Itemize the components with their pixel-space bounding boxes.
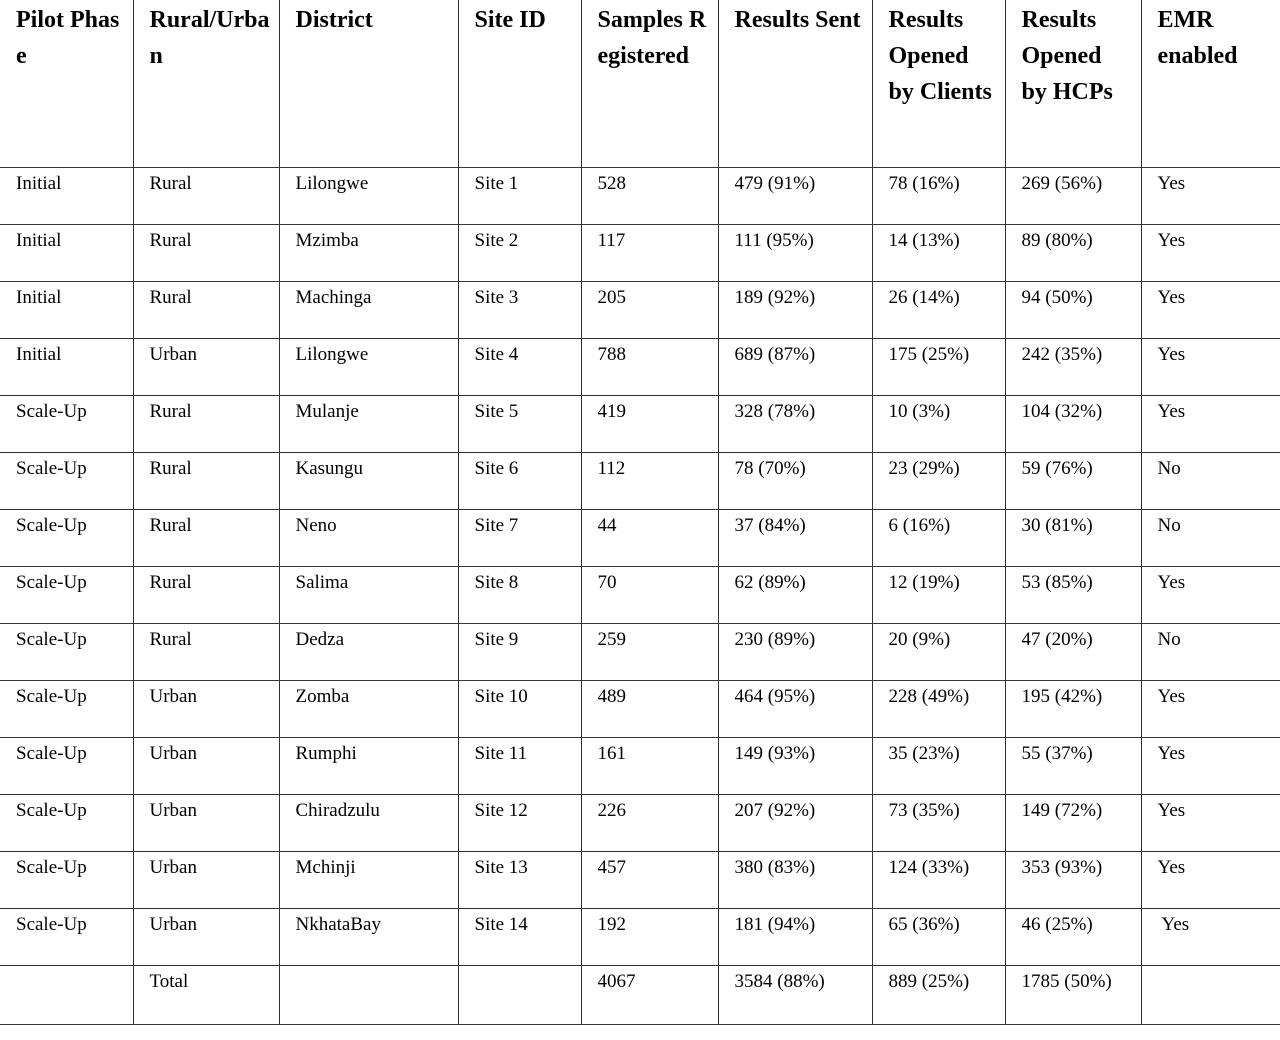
cell-rural-urban: Rural (133, 167, 279, 224)
cell-results-sent: 207 (92%) (718, 794, 872, 851)
cell-emr-enabled: No (1141, 452, 1280, 509)
cell-pilot-phase: Initial (0, 167, 133, 224)
cell-results-opened-clients: 78 (16%) (872, 167, 1005, 224)
cell-samples-registered: 419 (581, 395, 718, 452)
table-row (0, 851, 1280, 908)
cell-results-opened-clients: 6 (16%) (872, 509, 1005, 566)
cell-pilot-phase: Initial (0, 224, 133, 281)
cell-results-sent: 689 (87%) (718, 338, 872, 395)
cell-results-sent: 464 (95%) (718, 680, 872, 737)
cell-emr-enabled: Yes (1141, 281, 1280, 338)
cell-district: Zomba (279, 680, 458, 737)
cell-site-id: Site 8 (458, 566, 581, 623)
cell-samples-registered: 226 (581, 794, 718, 851)
table-row (0, 395, 1280, 452)
table-row (0, 338, 1280, 395)
cell-emr-enabled: Yes (1141, 908, 1280, 965)
cell-district: Neno (279, 509, 458, 566)
header-district: District (279, 0, 458, 167)
cell-results-opened-clients: 26 (14%) (872, 281, 1005, 338)
cell-results-sent: 230 (89%) (718, 623, 872, 680)
cell-results-sent: 111 (95%) (718, 224, 872, 281)
cell-rural-urban: Rural (133, 281, 279, 338)
cell-site-id: Site 5 (458, 395, 581, 452)
cell-district: Mulanje (279, 395, 458, 452)
cell-rural-urban: Rural (133, 224, 279, 281)
table-row (0, 737, 1280, 794)
cell-rural-urban: Urban (133, 338, 279, 395)
table-row (0, 509, 1280, 566)
cell-pilot-phase: Scale-Up (0, 737, 133, 794)
cell-site-id: Site 9 (458, 623, 581, 680)
cell-results-sent: 78 (70%) (718, 452, 872, 509)
cell-results-opened-hcps: 30 (81%) (1005, 509, 1141, 566)
cell-results-opened-clients: 228 (49%) (872, 680, 1005, 737)
cell-results-opened-hcps: 104 (32%) (1005, 395, 1141, 452)
cell-results-opened-clients: 10 (3%) (872, 395, 1005, 452)
cell-emr-enabled: Yes (1141, 338, 1280, 395)
total-cell-rural-urban: Total (133, 965, 279, 1024)
table-row (0, 281, 1280, 338)
cell-samples-registered: 112 (581, 452, 718, 509)
cell-pilot-phase: Scale-Up (0, 680, 133, 737)
cell-results-opened-hcps: 195 (42%) (1005, 680, 1141, 737)
cell-district: Lilongwe (279, 167, 458, 224)
cell-results-opened-hcps: 59 (76%) (1005, 452, 1141, 509)
table-body (0, 167, 1280, 1024)
cell-emr-enabled: Yes (1141, 851, 1280, 908)
cell-site-id: Site 13 (458, 851, 581, 908)
cell-results-opened-clients: 20 (9%) (872, 623, 1005, 680)
cell-results-opened-hcps: 269 (56%) (1005, 167, 1141, 224)
table-row (0, 794, 1280, 851)
table-row (0, 566, 1280, 623)
cell-rural-urban: Urban (133, 680, 279, 737)
cell-results-opened-hcps: 53 (85%) (1005, 566, 1141, 623)
table-row (0, 908, 1280, 965)
cell-results-opened-hcps: 55 (37%) (1005, 737, 1141, 794)
cell-results-sent: 181 (94%) (718, 908, 872, 965)
total-row (0, 965, 1280, 1024)
table-row (0, 224, 1280, 281)
cell-emr-enabled: Yes (1141, 737, 1280, 794)
cell-results-opened-hcps: 94 (50%) (1005, 281, 1141, 338)
cell-samples-registered: 528 (581, 167, 718, 224)
cell-results-sent: 328 (78%) (718, 395, 872, 452)
cell-rural-urban: Rural (133, 623, 279, 680)
cell-pilot-phase: Scale-Up (0, 908, 133, 965)
cell-emr-enabled: Yes (1141, 395, 1280, 452)
cell-samples-registered: 489 (581, 680, 718, 737)
total-cell-results-sent: 3584 (88%) (718, 965, 872, 1024)
header-pilot-phase: Pilot Phase (0, 0, 133, 167)
cell-results-opened-hcps: 47 (20%) (1005, 623, 1141, 680)
cell-samples-registered: 259 (581, 623, 718, 680)
cell-emr-enabled: Yes (1141, 794, 1280, 851)
cell-site-id: Site 10 (458, 680, 581, 737)
total-cell-district (279, 965, 458, 1024)
cell-district: Rumphi (279, 737, 458, 794)
cell-site-id: Site 11 (458, 737, 581, 794)
table-row (0, 452, 1280, 509)
cell-samples-registered: 44 (581, 509, 718, 566)
cell-emr-enabled: No (1141, 509, 1280, 566)
cell-results-opened-clients: 23 (29%) (872, 452, 1005, 509)
cell-rural-urban: Urban (133, 794, 279, 851)
cell-samples-registered: 161 (581, 737, 718, 794)
cell-samples-registered: 192 (581, 908, 718, 965)
cell-district: Dedza (279, 623, 458, 680)
cell-results-opened-hcps: 89 (80%) (1005, 224, 1141, 281)
cell-rural-urban: Urban (133, 908, 279, 965)
header-results-opened-hcps: Results Opened by HCPs (1005, 0, 1141, 167)
cell-pilot-phase: Scale-Up (0, 851, 133, 908)
cell-emr-enabled: Yes (1141, 167, 1280, 224)
cell-pilot-phase: Scale-Up (0, 794, 133, 851)
header-results-sent: Results Sent (718, 0, 872, 167)
header-emr-enabled: EMR enabled (1141, 0, 1280, 167)
header-row (0, 0, 1280, 167)
header-rural-urban: Rural/Urban (133, 0, 279, 167)
cell-site-id: Site 14 (458, 908, 581, 965)
cell-site-id: Site 7 (458, 509, 581, 566)
cell-results-sent: 479 (91%) (718, 167, 872, 224)
cell-results-sent: 37 (84%) (718, 509, 872, 566)
cell-emr-enabled: No (1141, 623, 1280, 680)
cell-samples-registered: 70 (581, 566, 718, 623)
cell-pilot-phase: Scale-Up (0, 509, 133, 566)
cell-district: Lilongwe (279, 338, 458, 395)
cell-pilot-phase: Scale-Up (0, 452, 133, 509)
cell-pilot-phase: Initial (0, 281, 133, 338)
cell-site-id: Site 6 (458, 452, 581, 509)
cell-district: NkhataBay (279, 908, 458, 965)
cell-pilot-phase: Scale-Up (0, 623, 133, 680)
total-cell-emr-enabled (1141, 965, 1280, 1024)
cell-site-id: Site 12 (458, 794, 581, 851)
cell-site-id: Site 3 (458, 281, 581, 338)
cell-results-sent: 189 (92%) (718, 281, 872, 338)
cell-samples-registered: 205 (581, 281, 718, 338)
cell-emr-enabled: Yes (1141, 224, 1280, 281)
cell-results-opened-clients: 124 (33%) (872, 851, 1005, 908)
cell-rural-urban: Urban (133, 851, 279, 908)
cell-results-opened-hcps: 46 (25%) (1005, 908, 1141, 965)
table-row (0, 680, 1280, 737)
cell-results-opened-hcps: 242 (35%) (1005, 338, 1141, 395)
cell-district: Kasungu (279, 452, 458, 509)
cell-pilot-phase: Scale-Up (0, 395, 133, 452)
table-row (0, 623, 1280, 680)
cell-results-opened-clients: 65 (36%) (872, 908, 1005, 965)
header-samples-registered: Samples Registered (581, 0, 718, 167)
cell-results-sent: 62 (89%) (718, 566, 872, 623)
cell-samples-registered: 788 (581, 338, 718, 395)
cell-results-sent: 380 (83%) (718, 851, 872, 908)
cell-results-sent: 149 (93%) (718, 737, 872, 794)
cell-results-opened-hcps: 149 (72%) (1005, 794, 1141, 851)
cell-rural-urban: Rural (133, 452, 279, 509)
cell-district: Chiradzulu (279, 794, 458, 851)
cell-site-id: Site 2 (458, 224, 581, 281)
total-cell-samples-registered: 4067 (581, 965, 718, 1024)
cell-results-opened-clients: 14 (13%) (872, 224, 1005, 281)
cell-pilot-phase: Initial (0, 338, 133, 395)
cell-results-opened-clients: 175 (25%) (872, 338, 1005, 395)
cell-site-id: Site 4 (458, 338, 581, 395)
total-cell-site-id (458, 965, 581, 1024)
cell-results-opened-clients: 12 (19%) (872, 566, 1005, 623)
cell-emr-enabled: Yes (1141, 566, 1280, 623)
total-cell-pilot-phase (0, 965, 133, 1024)
cell-district: Salima (279, 566, 458, 623)
cell-results-opened-clients: 35 (23%) (872, 737, 1005, 794)
header-site-id: Site ID (458, 0, 581, 167)
cell-site-id: Site 1 (458, 167, 581, 224)
cell-results-opened-clients: 73 (35%) (872, 794, 1005, 851)
cell-emr-enabled: Yes (1141, 680, 1280, 737)
table-row (0, 167, 1280, 224)
cell-samples-registered: 457 (581, 851, 718, 908)
cell-pilot-phase: Scale-Up (0, 566, 133, 623)
header-results-opened-clients: Results Opened by Clients (872, 0, 1005, 167)
cell-samples-registered: 117 (581, 224, 718, 281)
cell-district: Mchinji (279, 851, 458, 908)
total-cell-results-opened-hcps: 1785 (50%) (1005, 965, 1141, 1024)
cell-rural-urban: Rural (133, 566, 279, 623)
cell-rural-urban: Rural (133, 509, 279, 566)
cell-rural-urban: Rural (133, 395, 279, 452)
cell-district: Mzimba (279, 224, 458, 281)
cell-district: Machinga (279, 281, 458, 338)
cell-rural-urban: Urban (133, 737, 279, 794)
cell-results-opened-hcps: 353 (93%) (1005, 851, 1141, 908)
total-cell-results-opened-clients: 889 (25%) (872, 965, 1005, 1024)
